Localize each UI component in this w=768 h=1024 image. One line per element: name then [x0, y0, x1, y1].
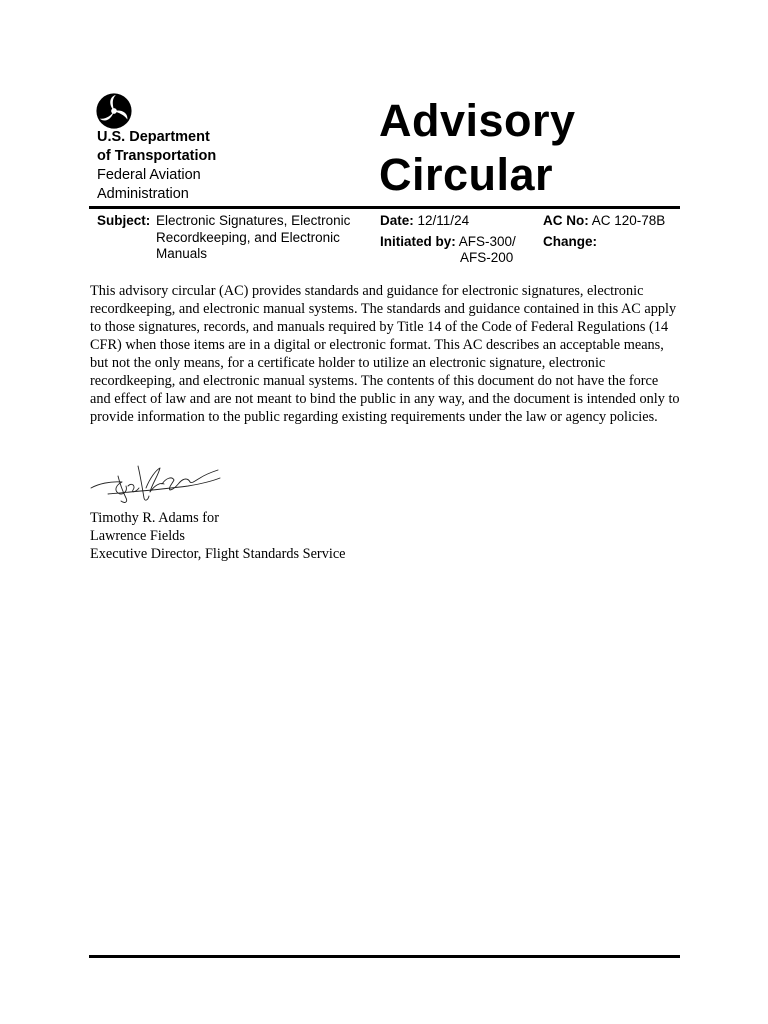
initiated-label: Initiated by: [380, 234, 456, 249]
agency-line-3: Federal Aviation [97, 167, 201, 183]
change-field [543, 234, 597, 251]
signoff-block [90, 509, 346, 563]
date-value: 12/11/24 [417, 213, 470, 228]
date-field [380, 213, 469, 230]
signoff-line-3: Executive Director, Flight Standards Service [90, 546, 346, 562]
title-line-2: Circular [379, 149, 554, 200]
ac-number-field [543, 213, 665, 230]
subject-label: Subject: [97, 213, 151, 228]
date-label: Date: [380, 213, 414, 228]
signoff-line-1: Timothy R. Adams for [90, 510, 219, 526]
signature-icon [88, 456, 223, 510]
agency-block [97, 128, 216, 204]
header-divider [89, 206, 680, 209]
initiated-by-field [380, 234, 516, 251]
body-paragraph: This advisory circular (AC) provides standards and guidance for electronic signatures, electronic recordkeeping, and electronic manual systems. The standards and guidance contained in this AC apply to those signatures, records, and manuals required by Title 14 of the Code of Federal Regulations (14 CFR) when those items are in a digital or electronic format. This AC describes an acceptable means, but not the only means, for a certificate holder to utilize an electronic signature, electronic recordkeeping, and electronic manual systems. The contents of this document do not have the force and effect of law and are not meant to bind the public in any way, and the document is intended only to provide information to the public regarding existing requirements under the law or agency policies. [90, 283, 680, 425]
initiated-value-1: AFS-300/ [458, 234, 516, 249]
agency-line-4: Administration [97, 186, 189, 202]
change-label: Change: [543, 234, 597, 249]
initiated-value-2: AFS-200 [460, 250, 514, 265]
dot-logo-icon [95, 92, 133, 130]
acno-value: AC 120-78B [591, 213, 666, 228]
footer-divider [89, 955, 680, 958]
document-title [379, 94, 576, 202]
agency-line-1: U.S. Department [97, 129, 210, 145]
title-line-1: Advisory [379, 95, 576, 146]
subject-value: Electronic Signatures, Electronic Recordkeeping, and Electronic Manuals [156, 213, 351, 261]
acno-label: AC No: [543, 213, 589, 228]
agency-line-2: of Transportation [97, 148, 217, 164]
signoff-line-2: Lawrence Fields [90, 528, 185, 544]
